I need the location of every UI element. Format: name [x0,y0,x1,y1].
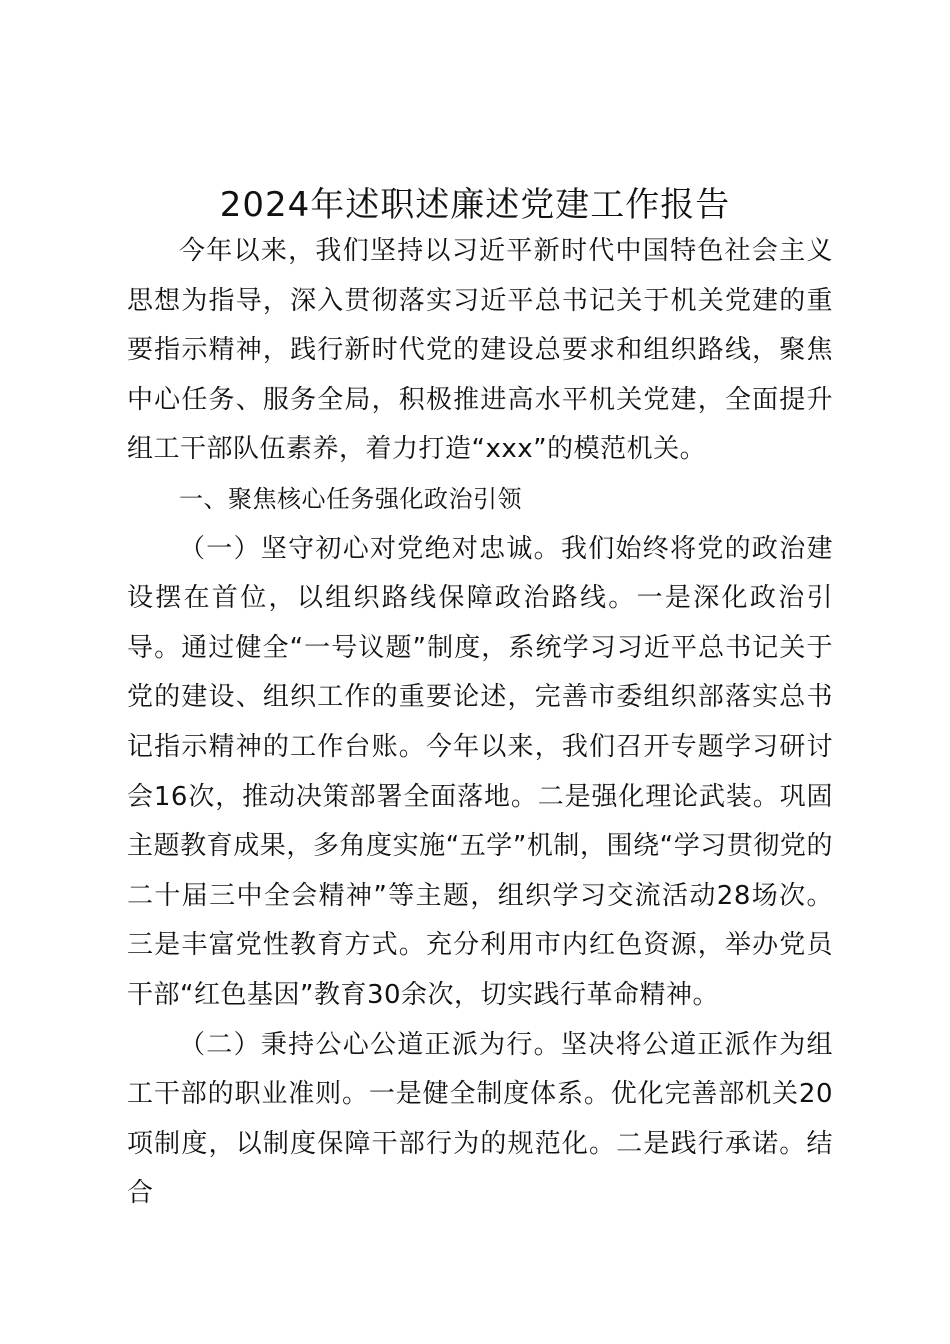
section-heading-1: 一、聚焦核心任务强化政治引领 [179,484,522,513]
document-title: 2024年述职述廉述党建工作报告 [219,185,731,225]
subsection-paragraph-1: （一）坚守初心对党绝对忠诚。我们始终将党的政治建设摆在首位，以组织路线保障政治路线。一是深化政治引导。通过健全“一号议题”制度，系统学习习近平总书记关于党的建设、组织工作的重要论述，完善市委组织部落实总书记指示精神的工作台账。今年以来，我们召开专题学习研讨会16次，推动决策部署全面落地。二是强化理论武装。巩固主题教育成果，多角度实施“五学”机制，围绕“学习贯彻党的二十届三中全会精神”等主题，组织学习交流活动28场次。三是丰富党性教育方式。充分利用市内红色资源，举办党员干部“红色基因”教育30余次，切实践行革命精神。 [127,533,833,1010]
subsection-paragraph-2: （二）秉持公心公道正派为行。坚决将公道正派作为组工干部的职业准则。一是健全制度体系。优化完善部机关20项制度，以制度保障干部行为的规范化。二是践行承诺。结合 [127,1029,833,1209]
document-body [127,227,833,1219]
intro-paragraph: 今年以来，我们坚持以习近平新时代中国特色社会主义思想为指导，深入贯彻落实习近平总书记关于机关党建的重要指示精神，践行新时代党的建设总要求和组织路线，聚焦中心任务、服务全局，积极推进高水平机关党建，全面提升组工干部队伍素养，着力打造“xxx”的模范机关。 [127,236,833,465]
